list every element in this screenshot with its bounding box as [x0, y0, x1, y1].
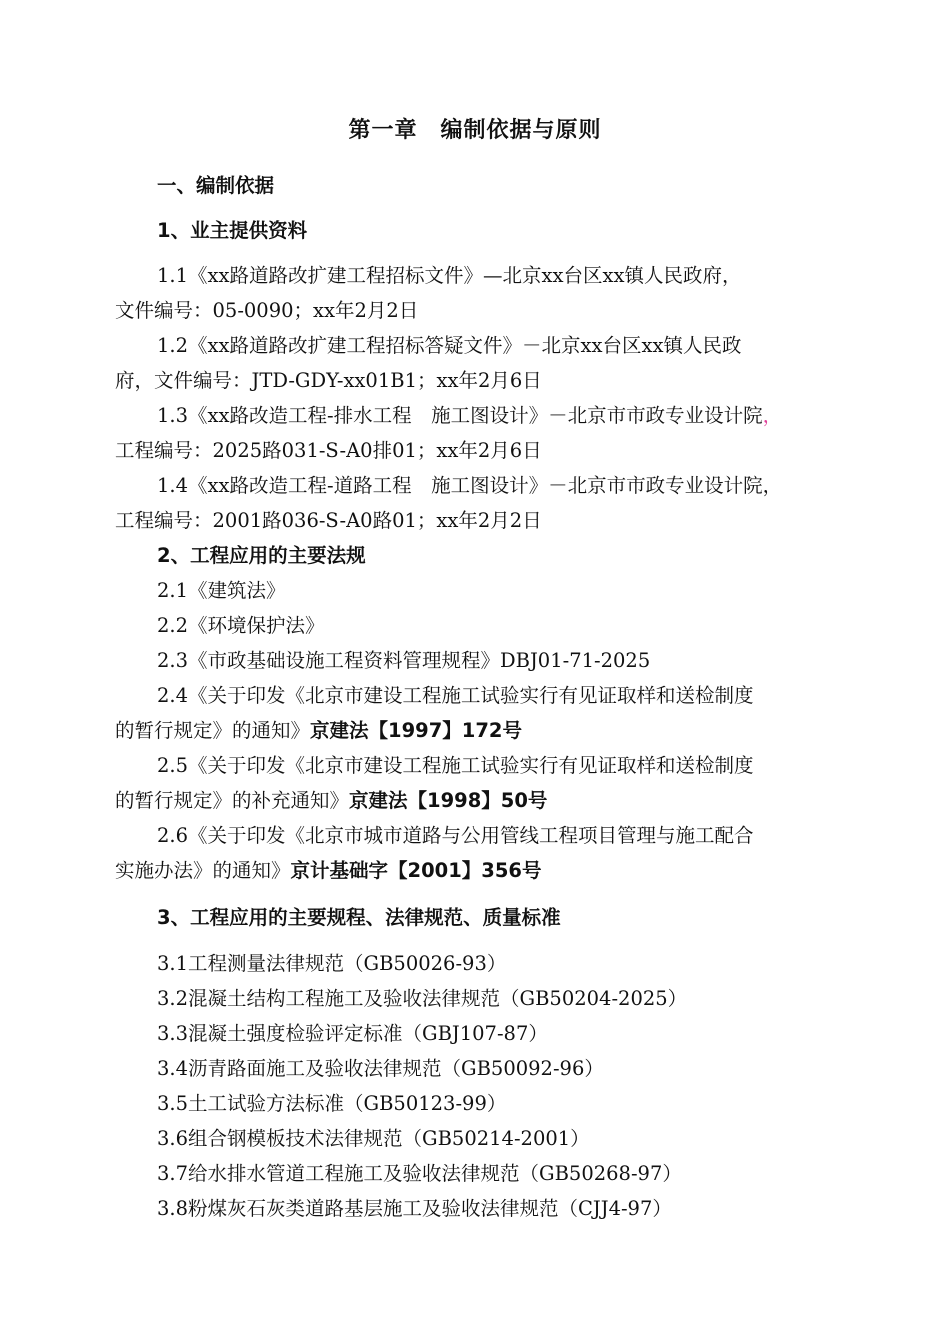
subsection-heading-owner-materials: 1、业主提供资料 [157, 219, 308, 242]
item-2-5-doc-number: 京建法【1998】50号 [349, 789, 548, 812]
item-2-6-line1: 2.6《关于印发《北京市城市道路与公用管线工程项目管理与施工配合 [157, 824, 754, 847]
item-1-4-line2: 工程编号：2001路036-S-A0路01；xx年2月2日 [115, 509, 542, 532]
item-3-5: 3.5土工试验方法标准（GB50123-99） [157, 1092, 507, 1115]
item-1-2-line1: 1.2《xx路道路改扩建工程招标答疑文件》－北京xx台区xx镇人民政 [157, 334, 742, 357]
item-2-6-line2 [115, 853, 875, 888]
item-2-5-line1: 2.5《关于印发《北京市建设工程施工试验实行有见证取样和送检制度 [157, 754, 754, 777]
item-3-7: 3.7给水排水管道工程施工及验收法律规范（GB50268-97） [157, 1162, 682, 1185]
item-1-4-line1: 1.4《xx路改造工程-道路工程 施工图设计》－北京市市政专业设计院， [157, 474, 783, 497]
item-2-4-doc-number: 京建法【1997】172号 [310, 719, 522, 742]
chapter-title: 第一章 编制依据与原则 [348, 118, 602, 143]
item-3-4: 3.4沥青路面施工及验收法律规范（GB50092-96） [157, 1057, 604, 1080]
item-2-6-text: 实施办法》的通知》 [115, 859, 291, 882]
item-1-3-text: 1.3《xx路改造工程-排水工程 施工图设计》－北京市市政专业设计院 [157, 404, 763, 427]
item-2-2: 2.2《环境保护法》 [157, 614, 325, 637]
item-1-3-pink-comma: ， [762, 404, 783, 427]
item-1-1-line1: 1.1《xx路道路改扩建工程招标文件》—北京xx台区xx镇人民政府， [157, 264, 742, 287]
item-1-2-line2: 府，文件编号：JTD-GDY-xx01B1；xx年2月6日 [115, 369, 542, 392]
item-2-1: 2.1《建筑法》 [157, 579, 286, 602]
item-2-4-line1: 2.4《关于印发《北京市建设工程施工试验实行有见证取样和送检制度 [157, 684, 754, 707]
item-1-3-line2: 工程编号：2025路031-S-A0排01；xx年2月6日 [115, 439, 542, 462]
item-2-4-text: 的暂行规定》的通知》 [115, 719, 311, 742]
item-1-3-line1 [157, 398, 875, 433]
item-1-1-line2: 文件编号：05-0090；xx年2月2日 [115, 299, 419, 322]
item-3-2: 3.2混凝土结构工程施工及验收法律规范（GB50204-2025） [157, 987, 688, 1010]
item-3-8: 3.8粉煤灰石灰类道路基层施工及验收法律规范（CJJ4-97） [157, 1197, 672, 1220]
item-3-6: 3.6组合钢模板技术法律规范（GB50214-2001） [157, 1127, 590, 1150]
subsection-heading-regulations: 2、工程应用的主要法规 [157, 544, 366, 567]
item-3-1: 3.1工程测量法律规范（GB50026-93） [157, 952, 507, 975]
subsection-heading-standards: 3、工程应用的主要规程、法律规范、质量标准 [157, 906, 561, 929]
item-2-3: 2.3《市政基础设施工程资料管理规程》DBJ01-71-2025 [157, 649, 651, 672]
item-2-5-line2 [115, 783, 875, 818]
item-2-5-text: 的暂行规定》的补充通知》 [115, 789, 350, 812]
item-2-6-doc-number: 京计基础字【2001】356号 [290, 859, 542, 882]
section-heading-basis: 一、编制依据 [157, 174, 275, 197]
item-3-3: 3.3混凝土强度检验评定标准（GBJ107-87） [157, 1022, 548, 1045]
item-2-4-line2 [115, 713, 875, 748]
